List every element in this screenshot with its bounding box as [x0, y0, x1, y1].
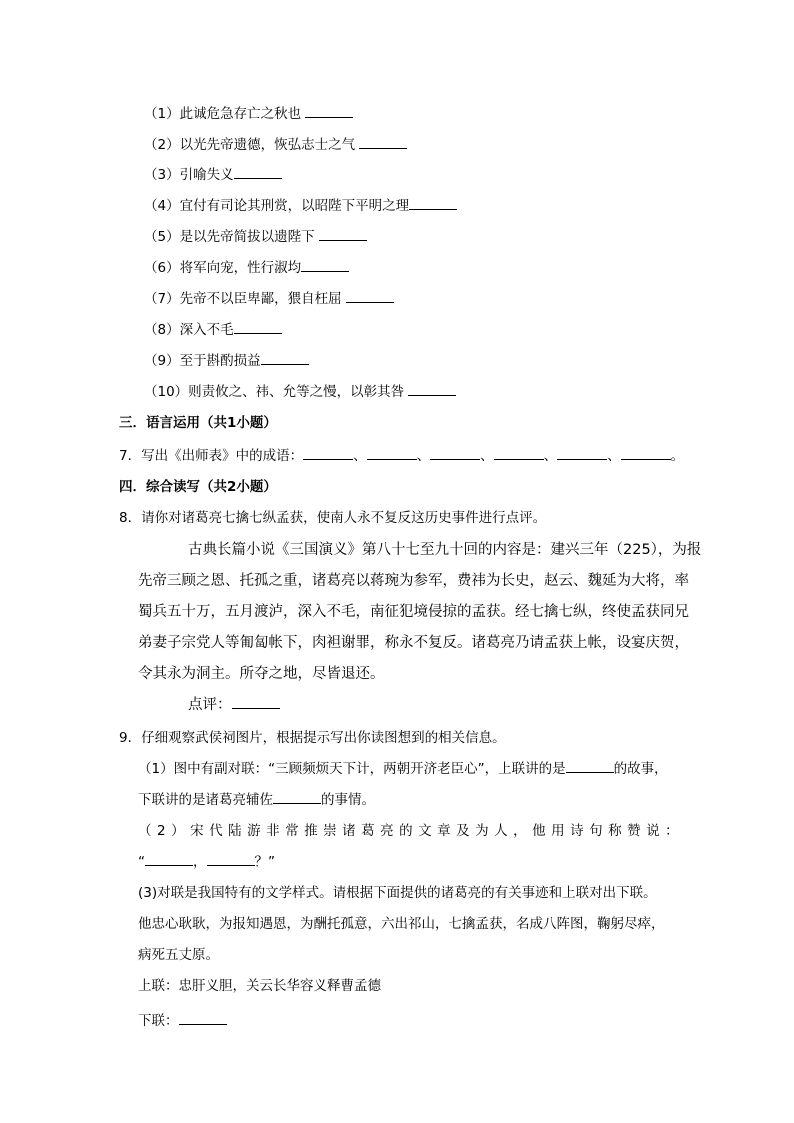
- comment-line: 点评：: [188, 696, 280, 714]
- item-6: （6）将军向宠，性行淑均: [144, 259, 349, 277]
- answer-blank[interactable]: [232, 696, 280, 709]
- answer-blank[interactable]: [303, 447, 353, 460]
- answer-blank[interactable]: [359, 136, 407, 149]
- question-8-prompt: 8．请你对诸葛亮七擒七纵孟获，使南人永不复反这历史事件进行点评。: [119, 510, 547, 526]
- item-8: （8）深入不毛: [144, 321, 282, 339]
- q9-sub2-line2: “ ， ？”: [138, 854, 275, 870]
- answer-blank[interactable]: [145, 853, 193, 866]
- section-heading: 三．语言运用（共1小题）: [119, 415, 277, 431]
- answer-blank[interactable]: [566, 760, 614, 773]
- answer-blank[interactable]: [305, 105, 353, 118]
- item-10: （10）则责攸之、祎、允等之慢，以彰其咎: [144, 383, 456, 401]
- answer-blank[interactable]: [621, 447, 671, 460]
- answer-blank[interactable]: [234, 321, 282, 334]
- item-3: （3）引喻失义: [144, 166, 282, 184]
- answer-blank[interactable]: [346, 290, 394, 303]
- answer-blank[interactable]: [179, 1012, 227, 1025]
- passage-line: 古典长篇小说《三国演义》第八十七至九十回的内容是：建兴三年（225），为报: [188, 542, 702, 558]
- answer-blank[interactable]: [430, 447, 480, 460]
- item-7: （7）先帝不以臣卑鄙，猥自枉屈: [144, 290, 394, 308]
- item-1: （1）此诚危急存亡之秋也: [144, 105, 353, 123]
- q9-sub3-line3: 病死五丈原。: [138, 947, 219, 963]
- answer-blank[interactable]: [319, 228, 367, 241]
- q9-sub3-line1: (3)对联是我国特有的文学样式。请根据下面提供的诸葛亮的有关事迹和上联对出下联。: [138, 885, 657, 901]
- question-7: 7．写出《出师表》中的成语： 、 、 、 、 、 。: [119, 448, 685, 464]
- answer-blank[interactable]: [234, 166, 282, 179]
- lower-couplet: 下联：: [138, 1012, 227, 1030]
- answer-blank[interactable]: [207, 853, 255, 866]
- answer-blank[interactable]: [367, 447, 417, 460]
- upper-couplet: 上联：忠肝义胆，关云长华容义释曹孟德: [138, 978, 381, 994]
- passage-line: 蜀兵五十万，五月渡泸，深入不毛，南征犯境侵掠的孟获。经七擒七纵，终使孟获同兄: [138, 604, 689, 620]
- answer-blank[interactable]: [408, 383, 456, 396]
- section-heading: 四．综合读写（共2小题）: [119, 479, 277, 495]
- answer-blank[interactable]: [494, 447, 544, 460]
- question-9-prompt: 9．仔细观察武侯祠图片，根据提示写出你读图想到的相关信息。: [119, 730, 506, 746]
- item-2: （2）以光先帝遗德，恢弘志士之气: [144, 136, 407, 154]
- answer-blank[interactable]: [301, 259, 349, 272]
- q9-sub3-line2: 他忠心耿耿，为报知遇恩，为酬托孤意，六出祁山，七擒孟获，名成八阵图，鞠躬尽瘁，: [138, 916, 665, 932]
- item-9: （9）至于斟酌损益: [144, 352, 309, 370]
- answer-blank[interactable]: [261, 352, 309, 365]
- passage-line: 先帝三顾之恩、托孤之重，诸葛亮以蒋琬为参军，费祎为长史，赵云、魏延为大将，率: [138, 573, 689, 589]
- passage-line: 弟妻子宗党人等匍匐帐下，肉袒谢罪，称永不复反。诸葛亮乃请孟获上帐，设宴庆贺，: [138, 635, 689, 651]
- passage-line: 令其永为洞主。所夺之地，尽皆退还。: [138, 666, 385, 682]
- item-4: （4）宜付有司论其刑赏，以昭陛下平明之理: [144, 197, 457, 215]
- answer-blank[interactable]: [557, 447, 607, 460]
- q9-sub1-line1: （1）图中有副对联：“三顾频烦天下计，两朝开济老臣心”，上联讲的是 的故事，: [138, 761, 668, 777]
- answer-blank[interactable]: [409, 197, 457, 210]
- q9-sub1-line2: 下联讲的是诸葛亮辅佐 的事情。: [138, 792, 375, 808]
- answer-blank[interactable]: [273, 791, 321, 804]
- q9-sub2-line1: （2）宋代陆游非常推崇诸葛亮的文章及为人，他用诗句称赞说：: [138, 823, 685, 839]
- item-5: （5）是以先帝简拔以遗陛下: [144, 228, 367, 246]
